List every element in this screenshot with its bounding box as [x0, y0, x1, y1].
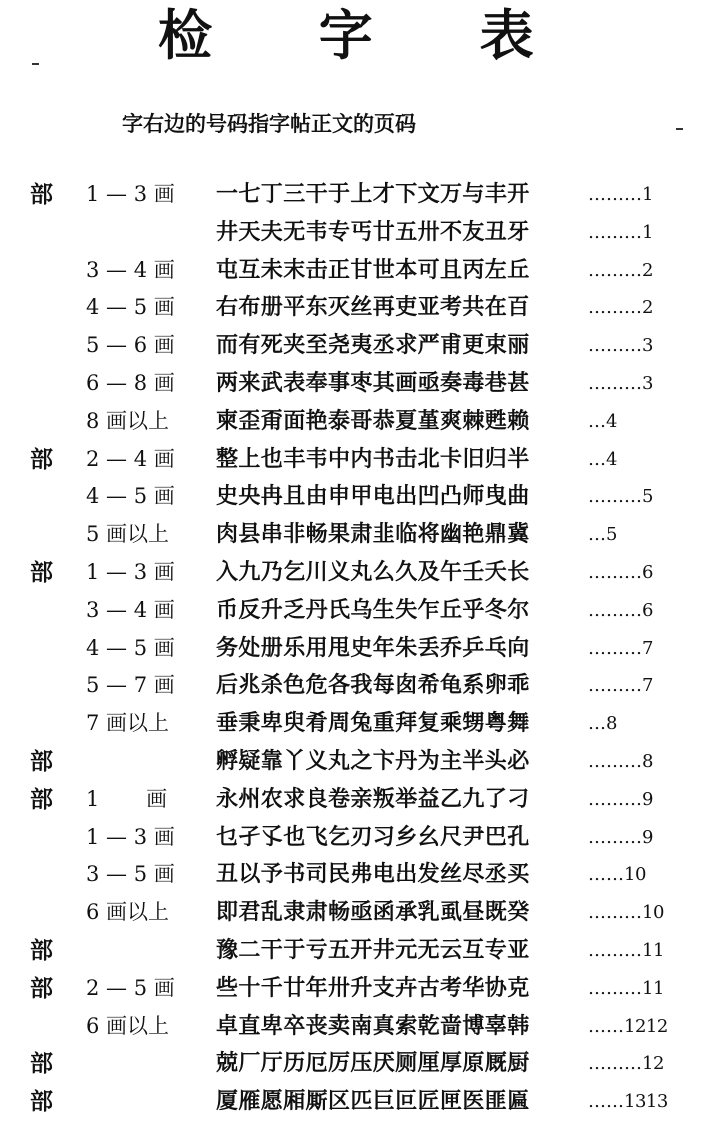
dot-leader: ……… — [588, 750, 642, 772]
radical-label: 部 — [30, 181, 53, 208]
dot-leader: ……… — [588, 599, 642, 621]
index-row — [0, 970, 720, 1008]
stroke-range: 1 — 3 画 — [86, 182, 175, 206]
dot-leader: … — [588, 713, 606, 735]
stroke-range: 3 — 4 画 — [86, 597, 175, 622]
dot-leader: ……… — [588, 259, 642, 281]
index-row — [0, 441, 720, 479]
index-row — [0, 894, 720, 932]
index-row — [0, 1083, 720, 1121]
page-number: 9 — [642, 826, 653, 848]
index-row — [0, 856, 720, 894]
page-number: 1313 — [624, 1091, 668, 1113]
character-list: 后兆杀色危各我每囱希龟系卵乖 — [216, 672, 530, 699]
page-number: 1212 — [624, 1015, 668, 1037]
page-number: 12 — [642, 1053, 664, 1075]
character-list: 卓直卑卒丧卖南真索乾啬博辜韩 — [216, 1012, 530, 1039]
page-reference — [588, 856, 718, 894]
character-list: 乜孑孓也飞乞刃习乡幺尺尹巴孔 — [216, 823, 530, 850]
index-row — [0, 932, 720, 970]
index-row — [0, 667, 720, 705]
stroke-range: 1 画 — [86, 786, 168, 811]
page-reference — [588, 1083, 718, 1121]
stroke-range: 4 — 5 画 — [86, 484, 175, 509]
page-reference — [588, 214, 718, 252]
character-list: 整上也丰韦中内书击北卡旧归半 — [216, 445, 530, 472]
page-reference — [588, 743, 718, 781]
index-row — [0, 327, 720, 365]
index-row — [0, 592, 720, 630]
character-list: 丑以予书司民弗电出发丝尽丞买 — [216, 861, 530, 888]
page-number: 2 — [642, 259, 653, 281]
index-row — [0, 365, 720, 403]
character-list: 一七丁三干于上才下文万与丰开 — [216, 181, 530, 207]
dot-leader: …… — [588, 864, 624, 886]
page-reference — [588, 289, 718, 327]
character-list: 兢厂厅历厄厉压厌厕厘厚原厩厨 — [216, 1050, 530, 1077]
stroke-range: 2 — 5 画 — [86, 975, 175, 1000]
dot-leader: … — [588, 448, 606, 470]
character-list: 而有死夹至尧夷丞求严甫更束丽 — [216, 332, 530, 359]
page-number: 11 — [642, 939, 664, 961]
page-reference — [588, 819, 718, 857]
page-subtitle: 字右边的号码指字帖正文的页码 — [122, 111, 416, 136]
character-list: 右布册平东灭丝再吏亚考共在百 — [216, 294, 530, 321]
page-number: 3 — [642, 335, 653, 357]
stroke-range: 5 画以上 — [86, 522, 170, 547]
radical-label: 部 — [30, 1050, 53, 1078]
page-number: 7 — [642, 637, 653, 659]
stroke-range: 3 — 5 画 — [86, 862, 175, 887]
page-reference — [588, 667, 718, 705]
stroke-range: 4 — 5 画 — [86, 295, 175, 320]
page-number: 7 — [642, 675, 653, 697]
character-list: 井天夫无韦专丐廿五卅不友丑牙 — [216, 218, 530, 245]
index-row — [0, 630, 720, 668]
margin-mark — [32, 63, 39, 65]
dot-leader: ……… — [588, 1053, 642, 1075]
page-number: 8 — [606, 713, 617, 735]
stroke-range: 6 — 8 画 — [86, 370, 175, 395]
radical-label: 部 — [30, 974, 53, 1002]
page-reference — [588, 592, 718, 630]
radical-label: 部 — [30, 785, 53, 813]
page-number: 5 — [606, 524, 617, 546]
page-reference — [588, 403, 718, 441]
page-reference — [588, 554, 718, 592]
character-list: 些十千廿年卅升支卉古考华协克 — [216, 974, 530, 1001]
stroke-range: 3 — 4 画 — [86, 257, 175, 282]
page-reference — [588, 516, 718, 554]
page-reference — [588, 252, 718, 290]
index-row — [0, 1045, 720, 1083]
character-list: 厦雁愿厢厮区匹巨叵匠匣医匪匾 — [216, 1088, 530, 1115]
page-number: 11 — [642, 977, 664, 999]
radical-label: 部 — [30, 747, 53, 775]
character-list: 屯互未末击正甘世本可且丙左丘 — [216, 256, 530, 283]
page-number: 10 — [642, 902, 664, 924]
index-row — [0, 819, 720, 857]
page-number: 1 — [642, 184, 653, 205]
index-row — [0, 743, 720, 781]
dot-leader: ……… — [588, 297, 642, 319]
page-reference — [588, 441, 718, 479]
stroke-range: 1 — 3 画 — [86, 824, 175, 849]
stroke-range: 1 — 3 画 — [86, 559, 175, 584]
character-list: 孵疑靠丫义丸之卞丹为主半头必 — [216, 747, 530, 774]
index-row — [0, 554, 720, 592]
character-list: 史央冉且由申甲电出凹凸师曳曲 — [216, 483, 530, 510]
radical-label: 部 — [30, 558, 53, 586]
character-list: 柬歪甭面艳泰哥恭夏堇爽棘甦赖 — [216, 407, 530, 434]
dot-leader: ……… — [588, 637, 642, 659]
index-row — [0, 1008, 720, 1046]
page-reference — [588, 1045, 718, 1083]
page-number: 4 — [606, 448, 617, 470]
page-number: 6 — [642, 561, 653, 583]
index-row — [0, 214, 720, 252]
page-reference — [588, 894, 718, 932]
dot-leader: ……… — [588, 675, 642, 697]
page-reference — [588, 365, 718, 403]
radical-label: 部 — [30, 1088, 53, 1116]
dot-leader: ……… — [588, 939, 642, 961]
character-list: 垂秉卑臾肴周兔重拜复乘甥粤舞 — [216, 710, 530, 737]
index-row — [0, 781, 720, 819]
page-reference — [588, 1008, 718, 1046]
stroke-range: 5 — 7 画 — [86, 673, 175, 698]
index-row — [0, 289, 720, 327]
radical-label: 部 — [30, 936, 53, 964]
index-row — [0, 478, 720, 516]
dot-leader: …… — [588, 1015, 624, 1037]
stroke-range: 7 画以上 — [86, 711, 170, 736]
dot-leader: … — [588, 524, 606, 546]
dot-leader: ……… — [588, 561, 642, 583]
dot-leader: ……… — [588, 335, 642, 357]
page-title: 检 字 表 — [158, 3, 578, 67]
dot-leader: ……… — [588, 977, 642, 999]
character-list: 永州农求良卷亲叛举益乙九了刁 — [216, 785, 530, 812]
page-number: 4 — [606, 410, 617, 432]
page-reference — [588, 970, 718, 1008]
page-reference — [588, 932, 718, 970]
index-row — [0, 252, 720, 290]
stroke-range: 6 画以上 — [86, 1013, 170, 1038]
page-reference — [588, 176, 718, 214]
stroke-range: 8 画以上 — [86, 408, 170, 433]
page-number: 8 — [642, 750, 653, 772]
page-reference — [588, 781, 718, 819]
dot-leader: ……… — [588, 788, 642, 810]
page-number: 6 — [642, 599, 653, 621]
page-reference — [588, 327, 718, 365]
dot-leader: … — [588, 410, 606, 432]
index-row — [0, 705, 720, 743]
dot-leader: …… — [588, 1091, 624, 1113]
dot-leader: ……… — [588, 184, 642, 205]
page-number: 3 — [642, 372, 653, 394]
index-table — [0, 176, 720, 1121]
dot-leader: ……… — [588, 372, 642, 394]
character-list: 肉县串非畅果肃韭临将幽艳鼎冀 — [216, 521, 530, 548]
stroke-range: 5 — 6 画 — [86, 333, 175, 358]
index-row — [0, 516, 720, 554]
character-list: 币反升乏丹氏乌生失乍丘乎冬尔 — [216, 596, 530, 623]
character-list: 豫二干于亏五开井元无云互专亚 — [216, 936, 530, 963]
page-number: 2 — [642, 297, 653, 319]
character-list: 两来武表奉事枣其画亟奏毒巷甚 — [216, 369, 530, 396]
page-number: 9 — [642, 788, 653, 810]
character-list: 务处册乐用甩史年朱丢乔乒乓向 — [216, 634, 530, 661]
stroke-range: 2 — 4 画 — [86, 446, 175, 471]
page-number: 5 — [642, 486, 653, 508]
index-row — [0, 403, 720, 441]
dot-leader: ……… — [588, 826, 642, 848]
index-row — [0, 176, 720, 214]
character-list: 入九乃乞川义丸么久及午壬夭长 — [216, 558, 530, 585]
radical-label: 部 — [30, 445, 53, 473]
page-number: 1 — [642, 221, 653, 243]
dot-leader: ……… — [588, 486, 642, 508]
margin-mark — [676, 128, 683, 130]
page-reference — [588, 478, 718, 516]
dot-leader: ……… — [588, 902, 642, 924]
dot-leader: ……… — [588, 221, 642, 243]
character-list: 即君乱隶肃畅亟函承乳虱昼既癸 — [216, 899, 530, 926]
stroke-range: 6 画以上 — [86, 900, 170, 925]
stroke-range: 4 — 5 画 — [86, 635, 175, 660]
page-reference — [588, 630, 718, 668]
page-number: 10 — [624, 864, 646, 886]
page-reference — [588, 705, 718, 743]
